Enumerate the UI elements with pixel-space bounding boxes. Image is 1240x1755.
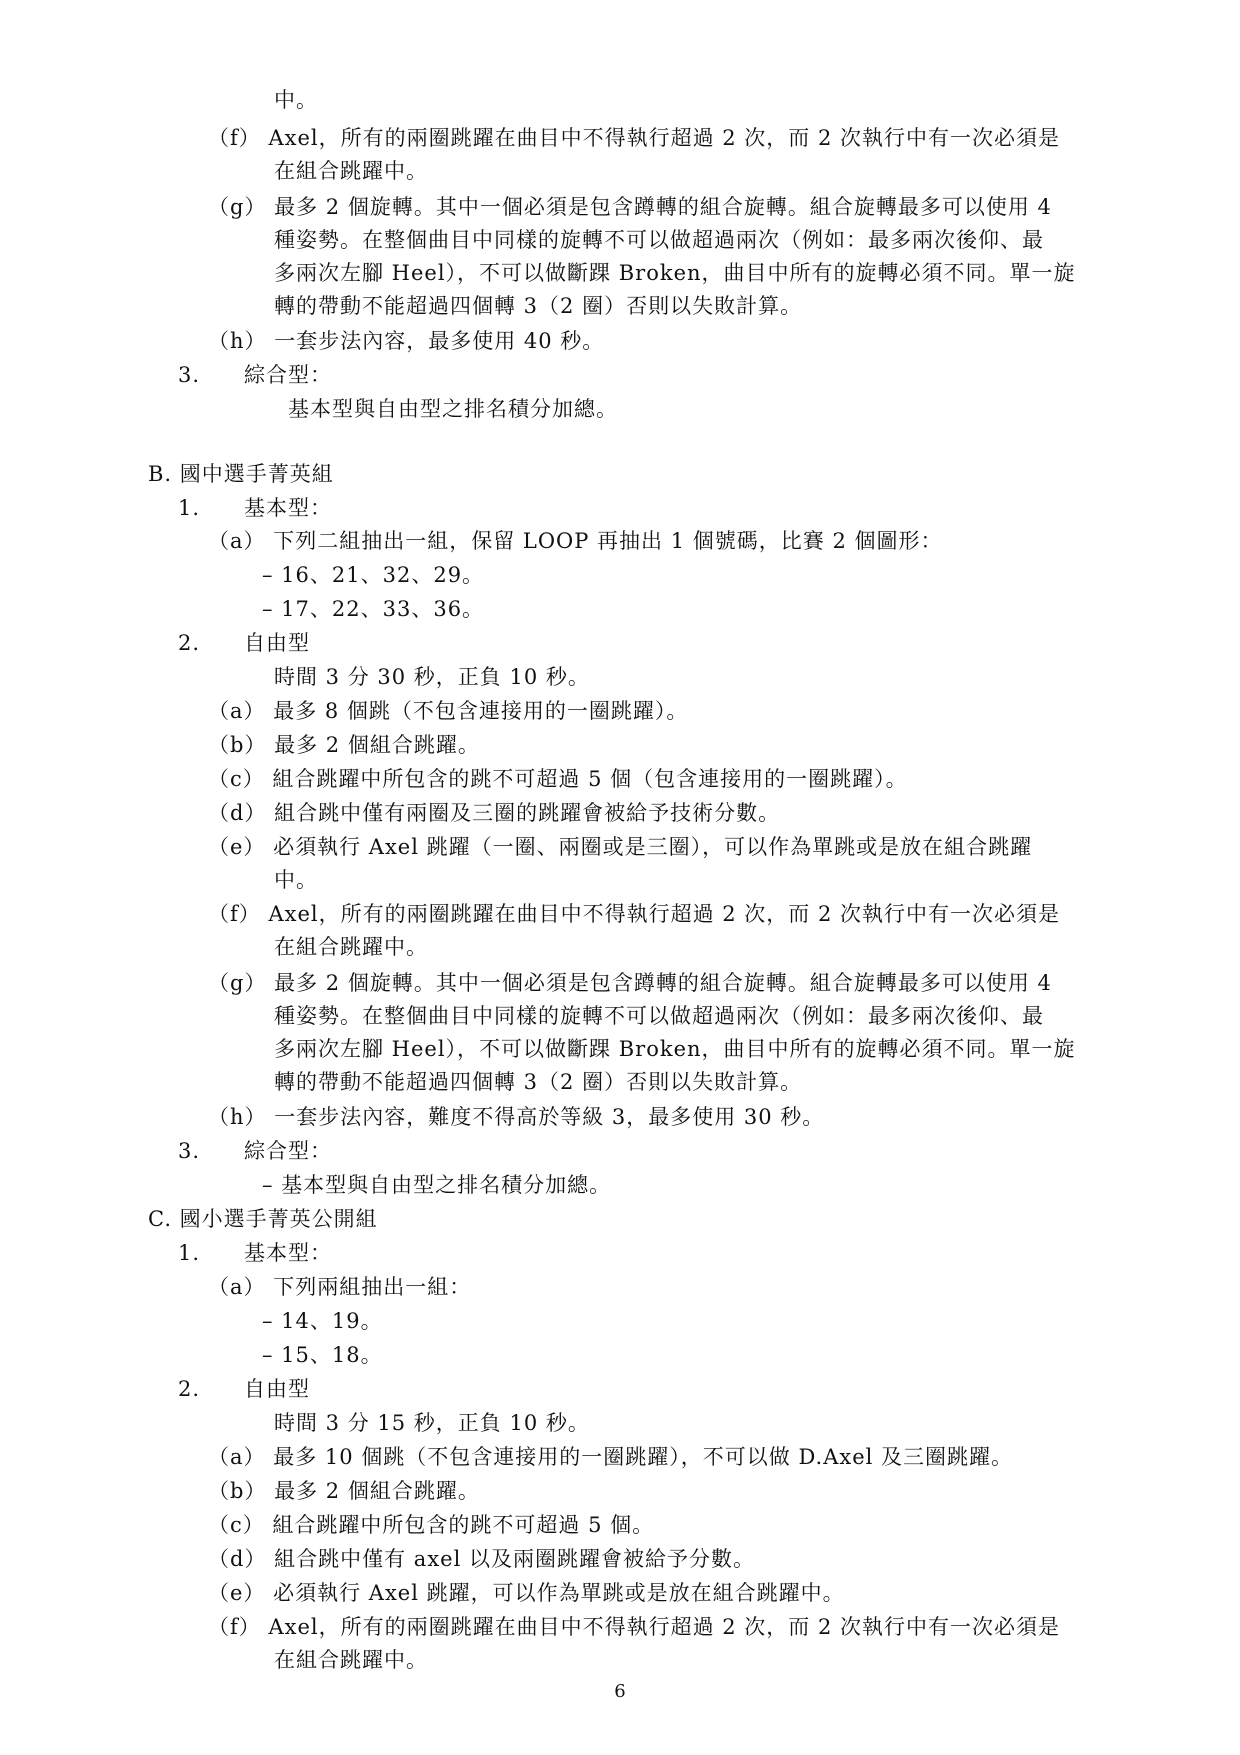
list-item: （e） 必須執行 Axel 跳躍（一圈、兩圈或是三圈），可以作為單跳或是放在組合跳躍 [208,835,1033,859]
section-heading: 3. 綜合型： [178,1139,333,1163]
text-line: 多兩次左腳 Heel），不可以做斷踝 Broken，曲目中所有的旋轉必須不同。單一旋 [274,261,1076,285]
list-item: （f） Axel，所有的兩圈跳躍在曲目中不得執行超過 2 次，而 2 次執行中有一次必須是 [208,1615,1061,1639]
text-line: 在組合跳躍中。 [274,935,428,959]
list-item: （a） 最多 10 個跳（不包含連接用的一圈跳躍），不可以做 D.Axel 及三圈跳躍。 [208,1445,1014,1469]
dash-item: – 基本型與自由型之排名積分加總。 [262,1173,612,1197]
text-line: 中。 [274,88,318,112]
text-line: 在組合跳躍中。 [274,1648,428,1672]
text-line: 基本型與自由型之排名積分加總。 [288,397,618,421]
dash-item: – 16、21、32、29。 [262,563,485,587]
list-item: （f） Axel，所有的兩圈跳躍在曲目中不得執行超過 2 次，而 2 次執行中有一次必須是 [208,126,1061,150]
text-line: 種姿勢。在整個曲目中同樣的旋轉不可以做超過兩次（例如：最多兩次後仰、最 [274,1004,1044,1028]
list-item: （g） 最多 2 個旋轉。其中一個必須是包含蹲轉的組合旋轉。組合旋轉最多可以使用 4 [208,195,1052,219]
group-heading: B. 國中選手菁英組 [148,462,334,486]
page-number: 6 [614,1681,626,1702]
dash-item: – 17、22、33、36。 [262,597,485,621]
text-line: 在組合跳躍中。 [274,159,428,183]
list-item: （e） 必須執行 Axel 跳躍，可以作為單跳或是放在組合跳躍中。 [208,1581,845,1605]
list-item: （a） 下列二組抽出一組，保留 LOOP 再抽出 1 個號碼，比賽 2 個圖形： [208,529,943,553]
list-item: （a） 下列兩組抽出一組： [208,1275,472,1299]
list-item: （g） 最多 2 個旋轉。其中一個必須是包含蹲轉的組合旋轉。組合旋轉最多可以使用 4 [208,971,1052,995]
text-line: 時間 3 分 15 秒，正負 10 秒。 [274,1411,590,1435]
group-heading: C. 國小選手菁英公開組 [148,1207,378,1231]
text-line: 轉的帶動不能超過四個轉 3（2 圈）否則以失敗計算。 [274,294,803,318]
list-item: （b） 最多 2 個組合跳躍。 [208,1479,480,1503]
list-item: （d） 組合跳中僅有 axel 以及兩圈跳躍會被給予分數。 [208,1547,755,1571]
text-line: 種姿勢。在整個曲目中同樣的旋轉不可以做超過兩次（例如：最多兩次後仰、最 [274,228,1044,252]
dash-item: – 14、19。 [262,1309,383,1333]
section-heading: 2. 自由型 [178,631,311,655]
list-item: （a） 最多 8 個跳（不包含連接用的一圈跳躍）。 [208,699,689,723]
section-heading: 3. 綜合型： [178,363,333,387]
list-item: （c） 組合跳躍中所包含的跳不可超過 5 個。 [208,1513,655,1537]
list-item: （d） 組合跳中僅有兩圈及三圈的跳躍會被給予技術分數。 [208,801,781,825]
list-item: （f） Axel，所有的兩圈跳躍在曲目中不得執行超過 2 次，而 2 次執行中有一次必須是 [208,902,1061,926]
list-item: （c） 組合跳躍中所包含的跳不可超過 5 個（包含連接用的一圈跳躍）。 [208,767,908,791]
text-line: 中。 [274,868,318,892]
list-item: （h） 一套步法內容，最多使用 40 秒。 [208,329,605,353]
section-heading: 1. 基本型： [178,1241,333,1265]
dash-item: – 15、18。 [262,1343,383,1367]
list-item: （b） 最多 2 個組合跳躍。 [208,733,480,757]
list-item: （h） 一套步法內容，難度不得高於等級 3，最多使用 30 秒。 [208,1105,825,1129]
text-line: 時間 3 分 30 秒，正負 10 秒。 [274,665,590,689]
section-heading: 1. 基本型： [178,496,333,520]
text-line: 多兩次左腳 Heel），不可以做斷踝 Broken，曲目中所有的旋轉必須不同。單一旋 [274,1037,1076,1061]
text-line: 轉的帶動不能超過四個轉 3（2 圈）否則以失敗計算。 [274,1070,803,1094]
section-heading: 2. 自由型 [178,1377,311,1401]
